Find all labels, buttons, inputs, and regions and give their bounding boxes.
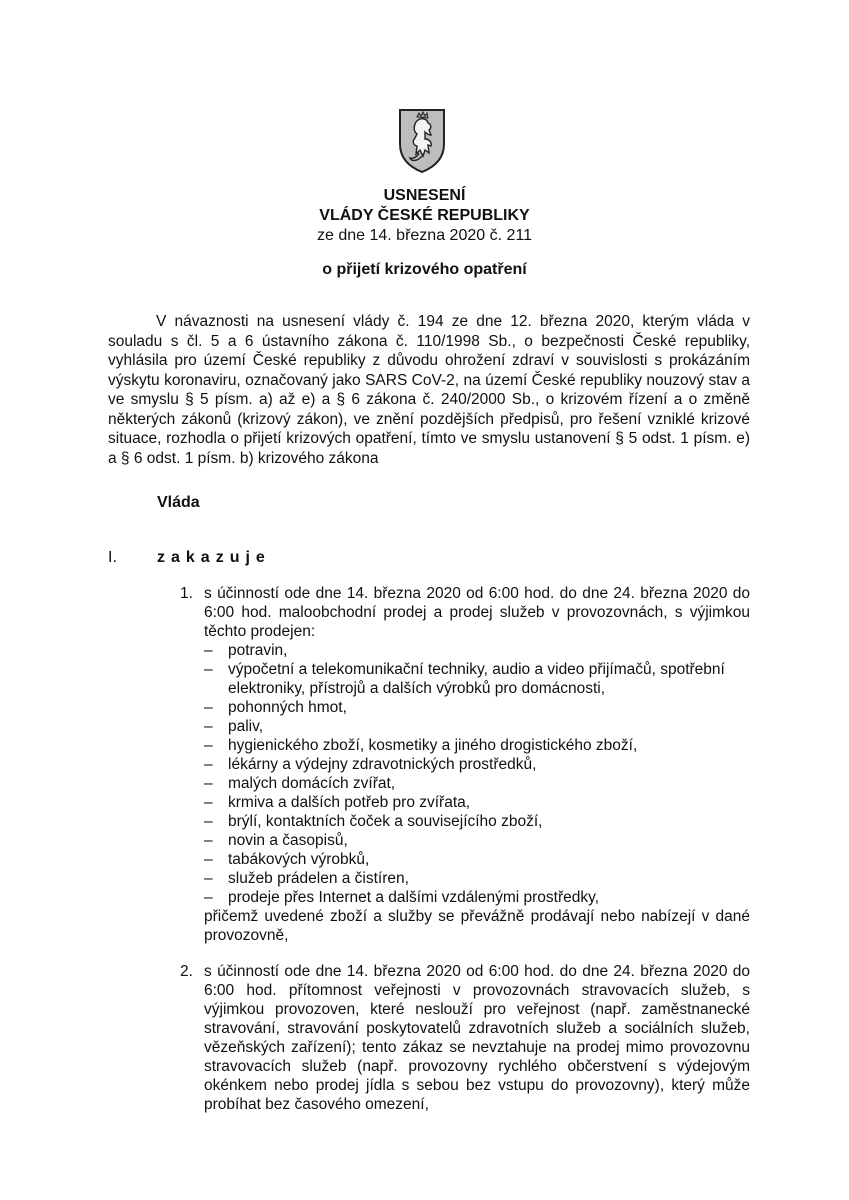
exception-item bbox=[204, 869, 750, 888]
exception-text: tabákových výrobků, bbox=[228, 851, 370, 868]
exception-text: brýlí, kontaktních čoček a souvisejícího zboží, bbox=[228, 813, 543, 830]
exception-item bbox=[204, 793, 750, 812]
dash-marker: – bbox=[204, 661, 213, 678]
dash-marker: – bbox=[204, 756, 213, 773]
exception-item bbox=[204, 850, 750, 869]
dash-marker: – bbox=[204, 832, 213, 849]
dash-marker: – bbox=[204, 775, 213, 792]
dash-marker: – bbox=[204, 718, 213, 735]
document-title: USNESENÍ bbox=[383, 187, 466, 204]
exception-item bbox=[204, 774, 750, 793]
exception-text: novin a časopisů, bbox=[228, 832, 348, 849]
section-number: I. bbox=[108, 549, 117, 566]
dash-marker: – bbox=[204, 699, 213, 716]
exception-item bbox=[204, 755, 750, 774]
exception-text: hygienického zboží, kosmetiky a jiného drogistického zboží, bbox=[228, 737, 638, 754]
item-text: s účinností ode dne 14. března 2020 od 6:00 hod. do dne 24. března 2020 do 6:00 hod. přítomnost veřejnosti v provozovnách stravovacích služeb, s výjimkou provozoven, které neslouží pro veřejnost (např. zaměstnanecké stravování, stravování poskytovatelů zdravotních služeb a sociálních služeb, vězeňských zařízení); tento zákaz se nevztahuje na prodej mimo provozovnu stravovacích služeb (např. provozovny rychlého občerstvení s výdejovým okénkem nebo prodej jídla s sebou bez vstupu do provozovny), který může probíhat bez časového omezení, bbox=[204, 963, 750, 1113]
exception-item bbox=[204, 736, 750, 755]
item-tail-text: přičemž uvedené zboží a služby se převážně prodávají nebo nabízejí v dané provozovně, bbox=[204, 908, 750, 944]
preamble-text: V návaznosti na usnesení vlády č. 194 ze dne 12. března 2020, kterým vláda v souladu s čl. 5 a 6 ústavního zákona č. 110/1998 Sb., o bezpečnosti České republiky, vyhlásila pro území České republiky z důvodu ohrožení zdraví v souvislosti s prokázáním výskytu koronaviru, označovaný jako SARS CoV-2, na území České republiky nouzový stav a ve smyslu § 5 písm. a) až e) a § 6 zákona č. 240/2000 Sb., o krizovém řízení a o změně některých zákonů (krizový zákon), ve znění pozdějších předpisů, pro řešení vzniklé krizové situace, rozhodla o přijetí krizových opatření, tímto ve smyslu ustanovení § 5 odst. 1 písm. e) a § 6 odst. 1 písm. b) krizového zákona bbox=[108, 313, 750, 467]
exception-item bbox=[204, 717, 750, 736]
exception-text: krmiva a dalších potřeb pro zvířata, bbox=[228, 794, 471, 811]
item-number: 1. bbox=[180, 585, 193, 602]
exception-text: pohonných hmot, bbox=[228, 699, 347, 716]
item-number: 2. bbox=[180, 963, 193, 980]
prohibition-item-1 bbox=[180, 584, 750, 945]
resolution-date-number: ze dne 14. března 2020 č. 211 bbox=[317, 227, 532, 244]
exception-text: výpočetní a telekomunikační techniky, audio a video přijímačů, spotřební elektroniky, přístrojů a dalších výrobků pro domácnosti, bbox=[228, 661, 725, 697]
dash-marker: – bbox=[204, 794, 213, 811]
exception-text: potravin, bbox=[228, 642, 288, 659]
exception-list bbox=[204, 641, 750, 907]
exception-text: paliv, bbox=[228, 718, 264, 735]
dash-marker: – bbox=[204, 813, 213, 830]
actor-heading: Vláda bbox=[157, 494, 200, 511]
exception-item bbox=[204, 698, 750, 717]
preamble bbox=[108, 312, 750, 468]
dash-marker: – bbox=[204, 889, 213, 906]
section-verb: zakazuje bbox=[157, 549, 271, 566]
prohibition-item-2 bbox=[180, 962, 750, 1114]
dash-marker: – bbox=[204, 737, 213, 754]
issuer-title: VLÁDY ČESKÉ REPUBLIKY bbox=[319, 207, 530, 224]
exception-text: malých domácích zvířat, bbox=[228, 775, 396, 792]
dash-marker: – bbox=[204, 851, 213, 868]
exception-text: prodeje přes Internet a dalšími vzdálenými prostředky, bbox=[228, 889, 600, 906]
resolution-subject: o přijetí krizového opatření bbox=[322, 261, 527, 278]
dash-marker: – bbox=[204, 870, 213, 887]
exception-text: lékárny a výdejny zdravotnických prostředků, bbox=[228, 756, 537, 773]
czech-coat-of-arms-emblem bbox=[398, 108, 446, 174]
exception-item bbox=[204, 660, 750, 698]
exception-item bbox=[204, 812, 750, 831]
exception-text: služeb prádelen a čistíren, bbox=[228, 870, 409, 887]
exception-item bbox=[204, 831, 750, 850]
exception-item bbox=[204, 641, 750, 660]
dash-marker: – bbox=[204, 642, 213, 659]
exception-item bbox=[204, 888, 750, 907]
item-lead-text: s účinností ode dne 14. března 2020 od 6:00 hod. do dne 24. března 2020 do 6:00 hod. maloobchodní prodej a prodej služeb v provozovnách, s výjimkou těchto prodejen: bbox=[204, 585, 750, 640]
